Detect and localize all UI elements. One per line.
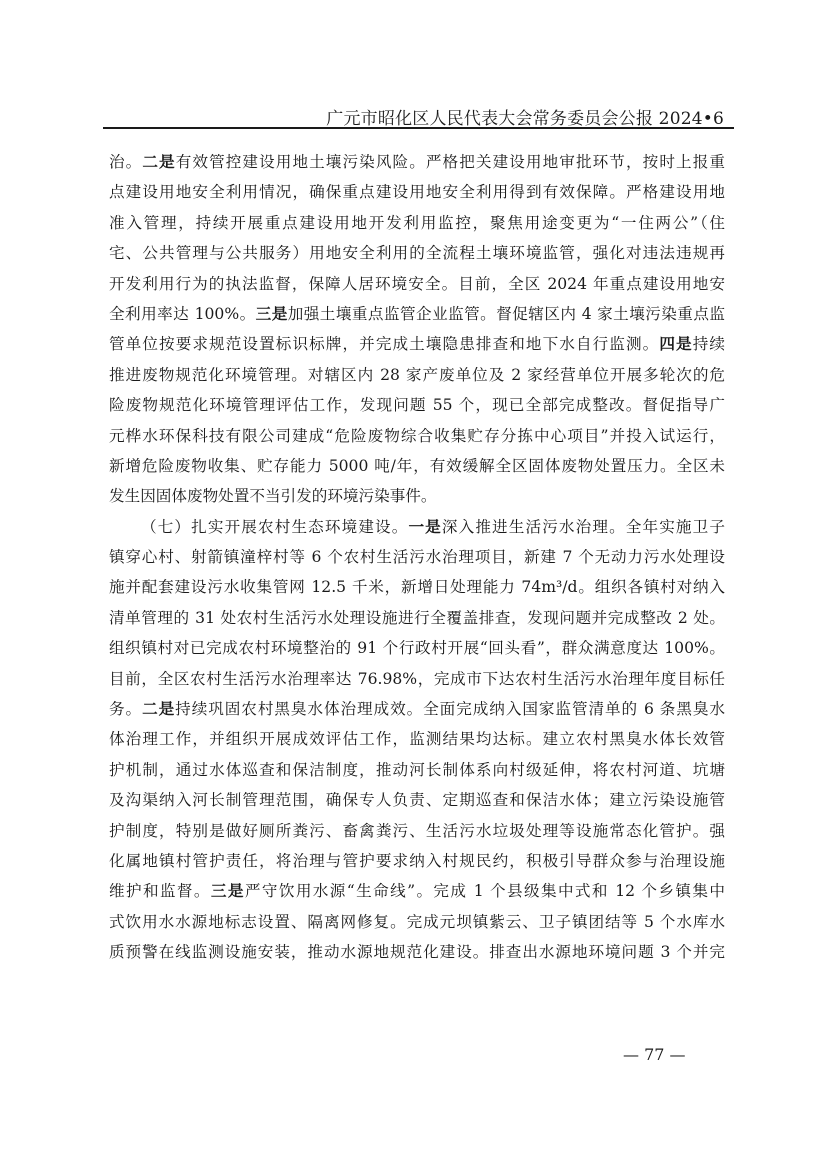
text-run: 推进废物规范化环境管理。对辖区内 28 家产废单位及 2 家经营单位开展多轮次的危 [109, 365, 725, 384]
text-run: 持续巩固农村黑臭水体治理成效。全面完成纳入国家监管清单的 6 条黑臭水 [175, 700, 725, 719]
text-run: 维护和监督。 [109, 882, 211, 901]
text-run: 有效管控建设用地土壤污染风险。严格把关建设用地审批环节，按时上报重 [175, 153, 725, 171]
text-run: 元桦水环保科技有限公司建成“危险废物综合收集贮存分拣中心项目”并投入试运行， [109, 426, 725, 445]
text-line [109, 238, 725, 268]
bold-marker: 三是 [255, 303, 288, 323]
text-line [109, 208, 725, 238]
text-run: 深入推进生活污水治理。全年实施卫子 [441, 517, 725, 536]
text-line [109, 785, 725, 815]
text-line [109, 633, 725, 663]
text-line [109, 907, 725, 937]
text-line [109, 390, 725, 420]
text-line [109, 299, 725, 329]
text-run: 护制度，特别是做好厕所粪污、畜禽粪污、生活污水垃圾处理等设施常态化管护。强 [109, 821, 725, 840]
text-run: （七）扎实开展农村生态环境建设。 [141, 517, 409, 536]
bold-marker: 二是 [142, 699, 176, 719]
text-line [109, 816, 725, 846]
text-line [109, 542, 725, 572]
text-run: 严守饮用水源“生命线”。完成 1 个县级集中式和 12 个乡镇集中 [244, 882, 725, 901]
text-line [109, 421, 725, 451]
text-line [109, 846, 725, 876]
text-run: 式饮用水水源地标志设置、隔离网修复。完成元坝镇紫云、卫子镇团结等 5 个水库水 [109, 912, 725, 931]
text-run: 加强土壤重点监管企业监管。督促辖区内 4 家土壤污染重点监 [287, 304, 725, 323]
text-line [109, 603, 725, 633]
text-run: 务。 [109, 700, 143, 719]
text-run: 施并配套建设污水收集管网 12.5 千米，新增日处理能力 74m³/d。组织各镇村对纳入 [109, 578, 725, 597]
text-line [109, 876, 725, 906]
text-run: 目前，全区农村生活污水治理率达 76.98%，完成市下达农村生活污水治理年度目标任 [109, 669, 725, 688]
text-run: 持续 [692, 335, 725, 354]
text-run: 准入管理，持续开展重点建设用地开发利用监控，聚焦用途变更为“一住两公”（住 [109, 213, 725, 232]
text-run: 镇穿心村、射箭镇潼梓村等 6 个农村生活污水治理项目，新建 7 个无动力污水处理设 [109, 548, 725, 567]
text-run: 治。 [109, 153, 143, 171]
bold-marker: 三是 [210, 881, 245, 901]
text-line [109, 724, 725, 754]
text-run: 发生因固体废物处置不当引发的环境污染事件。 [109, 487, 437, 506]
text-run: 质预警在线监测设施安装，推动水源地规范化建设。排查出水源地环境问题 3 个并完 [109, 943, 725, 962]
text-line [109, 937, 725, 967]
text-line [109, 451, 725, 481]
text-run: 新增危险废物收集、贮存能力 5000 吨/年，有效缓解全区固体废物处置压力。全区未 [109, 456, 725, 475]
text-run: 清单管理的 31 处农村生活污水处理设施进行全覆盖排查，发现问题并完成整改 2 处。 [109, 608, 725, 627]
text-run: 管单位按要求规范设置标识标牌，并完成土壤隐患排查和地下水自行监测。 [109, 335, 660, 354]
text-run: 化属地镇村管护责任，将治理与管护要求纳入村规民约，积极引导群众参与治理设施 [109, 851, 725, 870]
text-run: 全利用率达 100%。 [109, 304, 256, 323]
text-line [109, 360, 725, 390]
body-text [109, 147, 725, 968]
text-run: 体治理工作，并组织开展成效评估工作，监测结果均达标。建立农村黑臭水体长效管 [109, 730, 725, 749]
page-number: — 77 — [623, 1045, 686, 1064]
publication-header: 广元市昭化区人民代表大会常务委员会公报 2024•6 [326, 109, 724, 129]
text-run: 开发利用行为的执法监督，保障人居环境安全。目前，全区 2024 年重点建设用地安 [109, 274, 725, 293]
text-line [109, 694, 725, 724]
text-run: 护机制，通过水体巡查和保洁制度，推动河长制体系向村级延伸，将农村河道、坑塘 [109, 760, 725, 779]
text-line [109, 147, 725, 177]
text-line [109, 269, 725, 299]
text-line [109, 512, 725, 542]
header-divider [103, 127, 734, 129]
bold-marker: 二是 [142, 152, 176, 171]
bold-marker: 四是 [659, 334, 693, 354]
text-run: 险废物规范化环境管理评估工作，发现问题 55 个，现已全部完成整改。督促指导广 [109, 396, 725, 415]
text-line [109, 755, 725, 785]
text-run: 及沟渠纳入河长制管理范围，确保专人负责、定期巡查和保洁水体；建立污染设施管 [109, 791, 725, 810]
text-line [109, 572, 725, 602]
text-line [109, 177, 725, 207]
bold-marker: 一是 [408, 516, 442, 536]
text-run: 组织镇村对已完成农村环境整治的 91 个行政村开展“回头看”，群众满意度达 100%。 [109, 639, 725, 658]
text-run: 点建设用地安全利用情况，确保重点建设用地安全利用得到有效保障。严格建设用地 [109, 183, 725, 202]
text-line [109, 664, 725, 694]
text-line [109, 329, 725, 359]
text-line [109, 481, 725, 511]
text-run: 宅、公共管理与公共服务）用地安全利用的全流程土壤环境监管，强化对违法违规再 [109, 244, 725, 263]
